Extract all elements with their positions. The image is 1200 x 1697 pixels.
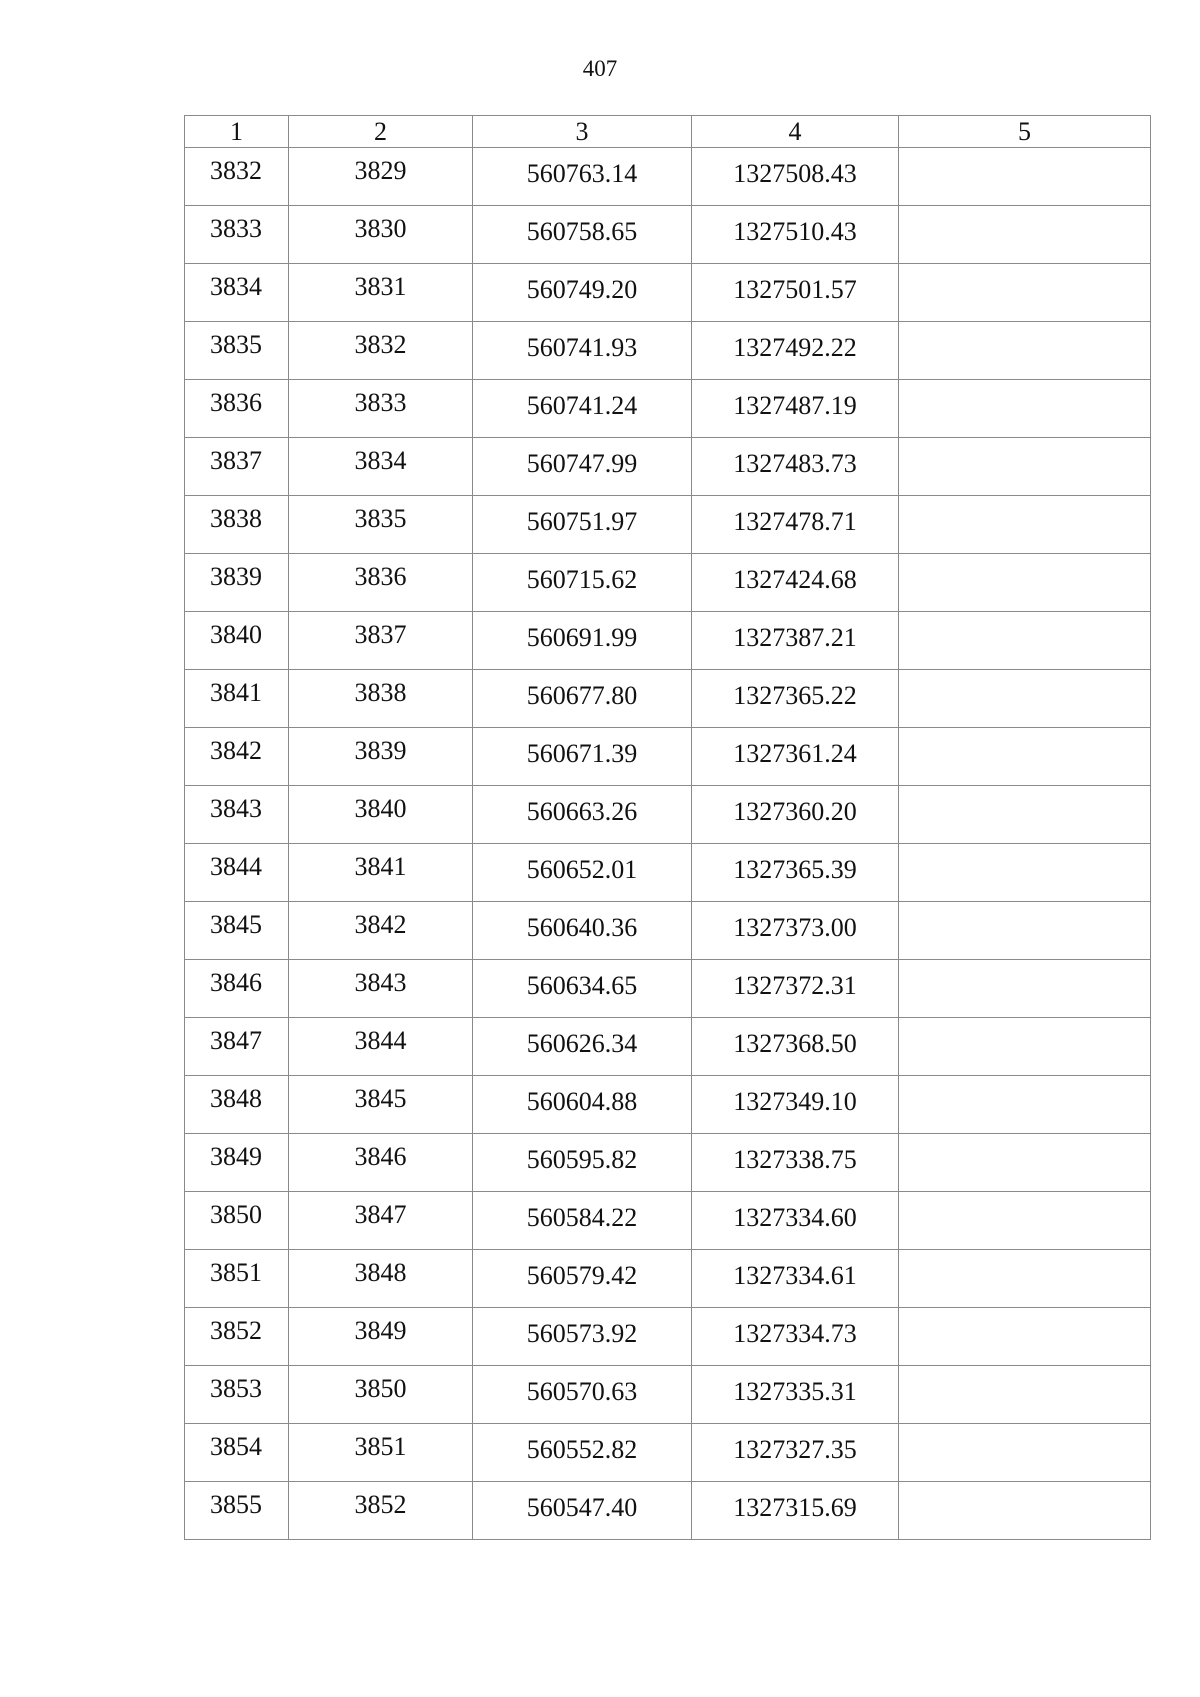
table-cell [899, 322, 1151, 380]
table-cell: 1327360.20 [692, 786, 899, 844]
table-cell: 3852 [289, 1482, 473, 1540]
table-cell: 1327327.35 [692, 1424, 899, 1482]
table-cell: 3840 [289, 786, 473, 844]
table-row [185, 1366, 1151, 1424]
table-row [185, 206, 1151, 264]
table-cell: 560715.62 [473, 554, 692, 612]
table-cell: 560677.80 [473, 670, 692, 728]
table-cell: 560579.42 [473, 1250, 692, 1308]
table-cell [899, 1076, 1151, 1134]
table-row [185, 960, 1151, 1018]
table-cell: 3842 [289, 902, 473, 960]
table-cell [899, 786, 1151, 844]
table-cell: 560634.65 [473, 960, 692, 1018]
table-cell: 3843 [185, 786, 289, 844]
table-cell [899, 1134, 1151, 1192]
table-row [185, 1018, 1151, 1076]
coordinates-table [184, 115, 1151, 1540]
table-cell: 1327368.50 [692, 1018, 899, 1076]
table-cell [899, 1308, 1151, 1366]
table-cell [899, 554, 1151, 612]
table-cell: 3848 [289, 1250, 473, 1308]
table-row [185, 844, 1151, 902]
table-cell: 3838 [289, 670, 473, 728]
table-cell: 560663.26 [473, 786, 692, 844]
table-cell [899, 1424, 1151, 1482]
table-cell: 1327510.43 [692, 206, 899, 264]
table-cell: 3846 [185, 960, 289, 1018]
table-cell: 3835 [185, 322, 289, 380]
table-row [185, 380, 1151, 438]
table-cell: 560570.63 [473, 1366, 692, 1424]
table-cell: 3852 [185, 1308, 289, 1366]
table-row [185, 902, 1151, 960]
table-row [185, 1250, 1151, 1308]
table-cell: 1327387.21 [692, 612, 899, 670]
table-cell: 3847 [185, 1018, 289, 1076]
table-cell: 1327365.22 [692, 670, 899, 728]
table-cell: 3842 [185, 728, 289, 786]
table-cell: 3840 [185, 612, 289, 670]
table-cell: 3834 [289, 438, 473, 496]
table-cell: 1327483.73 [692, 438, 899, 496]
table-cell: 1327424.68 [692, 554, 899, 612]
table-cell: 3832 [185, 148, 289, 206]
table-cell: 3836 [185, 380, 289, 438]
table-cell: 3831 [289, 264, 473, 322]
table-cell [899, 1366, 1151, 1424]
table-cell: 3835 [289, 496, 473, 554]
table-cell: 3848 [185, 1076, 289, 1134]
table-row [185, 322, 1151, 380]
table-row [185, 612, 1151, 670]
table-cell: 560595.82 [473, 1134, 692, 1192]
table-cell: 3851 [185, 1250, 289, 1308]
table-cell: 1327372.31 [692, 960, 899, 1018]
table-cell: 1327334.61 [692, 1250, 899, 1308]
table-cell: 560758.65 [473, 206, 692, 264]
table-cell: 560604.88 [473, 1076, 692, 1134]
table-cell: 1327335.31 [692, 1366, 899, 1424]
table-cell: 3841 [289, 844, 473, 902]
table-cell [899, 1192, 1151, 1250]
table-cell: 1327373.00 [692, 902, 899, 960]
table-cell: 3850 [289, 1366, 473, 1424]
table-cell: 3849 [185, 1134, 289, 1192]
table-cell: 3833 [289, 380, 473, 438]
table-cell: 3829 [289, 148, 473, 206]
table-cell: 1327334.73 [692, 1308, 899, 1366]
table-cell [899, 960, 1151, 1018]
table-cell: 560691.99 [473, 612, 692, 670]
table-cell: 1327349.10 [692, 1076, 899, 1134]
table-cell [899, 1482, 1151, 1540]
table-cell: 3832 [289, 322, 473, 380]
table-cell: 1327508.43 [692, 148, 899, 206]
table-cell: 3836 [289, 554, 473, 612]
table-cell: 1327315.69 [692, 1482, 899, 1540]
table-cell: 1327361.24 [692, 728, 899, 786]
table-cell: 3845 [289, 1076, 473, 1134]
table-row [185, 670, 1151, 728]
page-number: 407 [582, 56, 618, 81]
table-cell: 3838 [185, 496, 289, 554]
table-cell: 3846 [289, 1134, 473, 1192]
table-cell: 560552.82 [473, 1424, 692, 1482]
table-cell: 3851 [289, 1424, 473, 1482]
table-row [185, 264, 1151, 322]
table-cell [899, 380, 1151, 438]
column-header: 5 [899, 116, 1151, 148]
table-cell [899, 1018, 1151, 1076]
table-row [185, 438, 1151, 496]
table-header-row [185, 116, 1151, 148]
table-cell: 3839 [289, 728, 473, 786]
table-cell [899, 438, 1151, 496]
table-cell: 1327334.60 [692, 1192, 899, 1250]
table-cell: 560741.93 [473, 322, 692, 380]
table-cell: 1327492.22 [692, 322, 899, 380]
column-header: 1 [185, 116, 289, 148]
table-cell: 560626.34 [473, 1018, 692, 1076]
table-cell: 560763.14 [473, 148, 692, 206]
table-cell [899, 148, 1151, 206]
table-cell [899, 496, 1151, 554]
table-row [185, 148, 1151, 206]
table-cell: 3841 [185, 670, 289, 728]
table-row [185, 1482, 1151, 1540]
table-cell: 3849 [289, 1308, 473, 1366]
table-body [185, 148, 1151, 1540]
table-cell [899, 206, 1151, 264]
table-cell: 3844 [185, 844, 289, 902]
table-cell [899, 264, 1151, 322]
table-cell: 3853 [185, 1366, 289, 1424]
table-cell [899, 902, 1151, 960]
table-cell: 3834 [185, 264, 289, 322]
column-header: 4 [692, 116, 899, 148]
table-cell: 560652.01 [473, 844, 692, 902]
table-cell: 3833 [185, 206, 289, 264]
table-cell: 1327501.57 [692, 264, 899, 322]
table-row [185, 1308, 1151, 1366]
table-cell [899, 1250, 1151, 1308]
table-cell: 560573.92 [473, 1308, 692, 1366]
table-cell: 3850 [185, 1192, 289, 1250]
table-cell: 560749.20 [473, 264, 692, 322]
table-cell [899, 844, 1151, 902]
table-cell: 3837 [185, 438, 289, 496]
table-cell: 3844 [289, 1018, 473, 1076]
table-cell [899, 612, 1151, 670]
table-row [185, 1192, 1151, 1250]
table-row [185, 496, 1151, 554]
table-cell: 560640.36 [473, 902, 692, 960]
table-row [185, 1424, 1151, 1482]
table-row [185, 554, 1151, 612]
table-cell: 560671.39 [473, 728, 692, 786]
table-cell: 560547.40 [473, 1482, 692, 1540]
table-cell: 3839 [185, 554, 289, 612]
table-row [185, 1134, 1151, 1192]
table-cell: 560751.97 [473, 496, 692, 554]
table-cell: 560741.24 [473, 380, 692, 438]
table-row [185, 1076, 1151, 1134]
table-cell: 1327365.39 [692, 844, 899, 902]
table-cell: 560747.99 [473, 438, 692, 496]
column-header: 3 [473, 116, 692, 148]
table-cell: 3830 [289, 206, 473, 264]
table-cell: 1327338.75 [692, 1134, 899, 1192]
column-header: 2 [289, 116, 473, 148]
table-cell: 3847 [289, 1192, 473, 1250]
table-cell: 3845 [185, 902, 289, 960]
table-cell: 3843 [289, 960, 473, 1018]
table-cell [899, 728, 1151, 786]
table-row [185, 728, 1151, 786]
table-cell [899, 670, 1151, 728]
table-cell: 3855 [185, 1482, 289, 1540]
table-cell: 3837 [289, 612, 473, 670]
table-cell: 560584.22 [473, 1192, 692, 1250]
table-row [185, 786, 1151, 844]
table-cell: 1327478.71 [692, 496, 899, 554]
table-cell: 3854 [185, 1424, 289, 1482]
table-cell: 1327487.19 [692, 380, 899, 438]
